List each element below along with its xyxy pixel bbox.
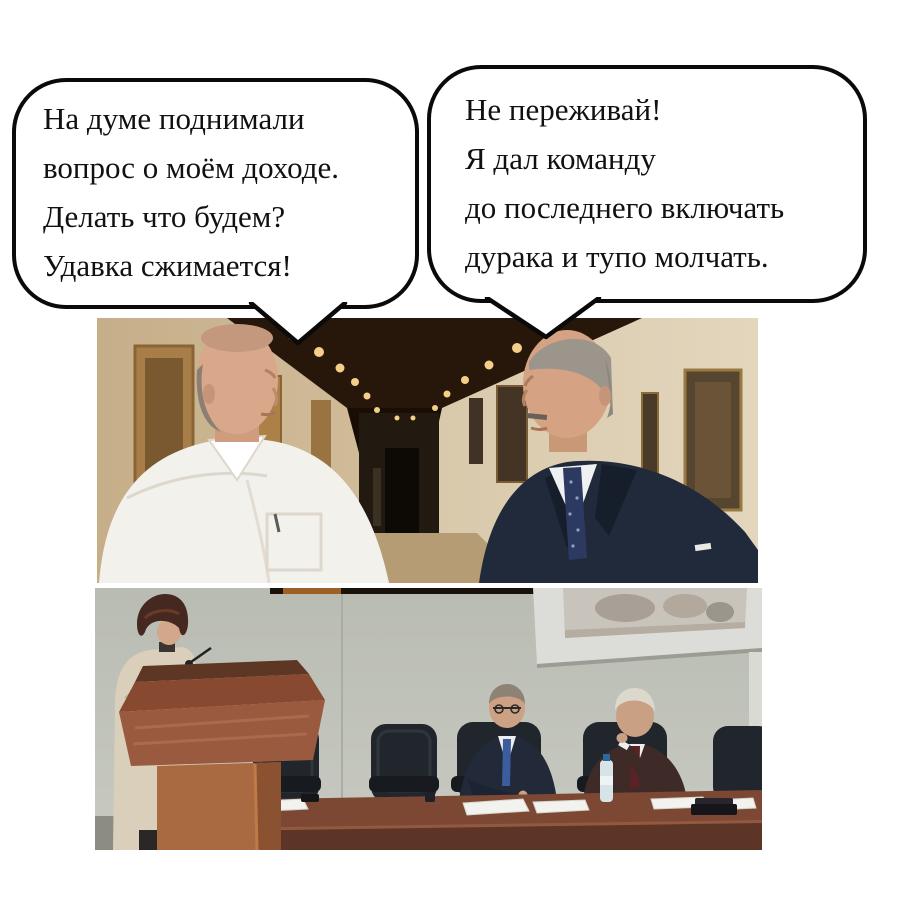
top-strip-orange <box>283 588 341 594</box>
hallway-photo <box>97 318 758 583</box>
hand <box>617 733 628 743</box>
meeting-photo <box>95 588 762 850</box>
blue-tie <box>502 739 511 786</box>
end-wall-strip <box>373 468 381 526</box>
bubble-right-line-2: Я дал команду <box>465 141 656 176</box>
pedestal-edge <box>255 764 257 850</box>
end-doorway <box>385 448 419 533</box>
speech-bubble-right <box>427 65 867 303</box>
bubble-left-line-3: Делать что будем? <box>43 199 286 234</box>
bubble-right-line-3: до последнего включать <box>465 190 785 225</box>
chair-empty-2 <box>369 724 439 802</box>
ear <box>599 386 611 406</box>
speech-bubble-left <box>12 78 419 309</box>
bubble-right-line-4: дурака и тупо молчать. <box>465 239 769 274</box>
water-bottle <box>600 754 613 802</box>
bubble-left-line-1: На думе поднимали <box>43 101 305 136</box>
hallway-scene <box>97 318 758 583</box>
bubble-right-line-1: Не переживай! <box>465 92 662 127</box>
pedestal-side <box>255 762 281 850</box>
wall-right-strip <box>749 652 762 732</box>
bubble-left-line-4: Удавка сжимается! <box>43 248 292 283</box>
speech-tail-right <box>484 297 604 343</box>
speech-tail-left <box>248 302 348 348</box>
ear <box>203 384 215 404</box>
meeting-scene <box>95 588 762 850</box>
mouth <box>531 428 547 430</box>
bubble-left-line-2: вопрос о моём доходе. <box>43 150 339 185</box>
